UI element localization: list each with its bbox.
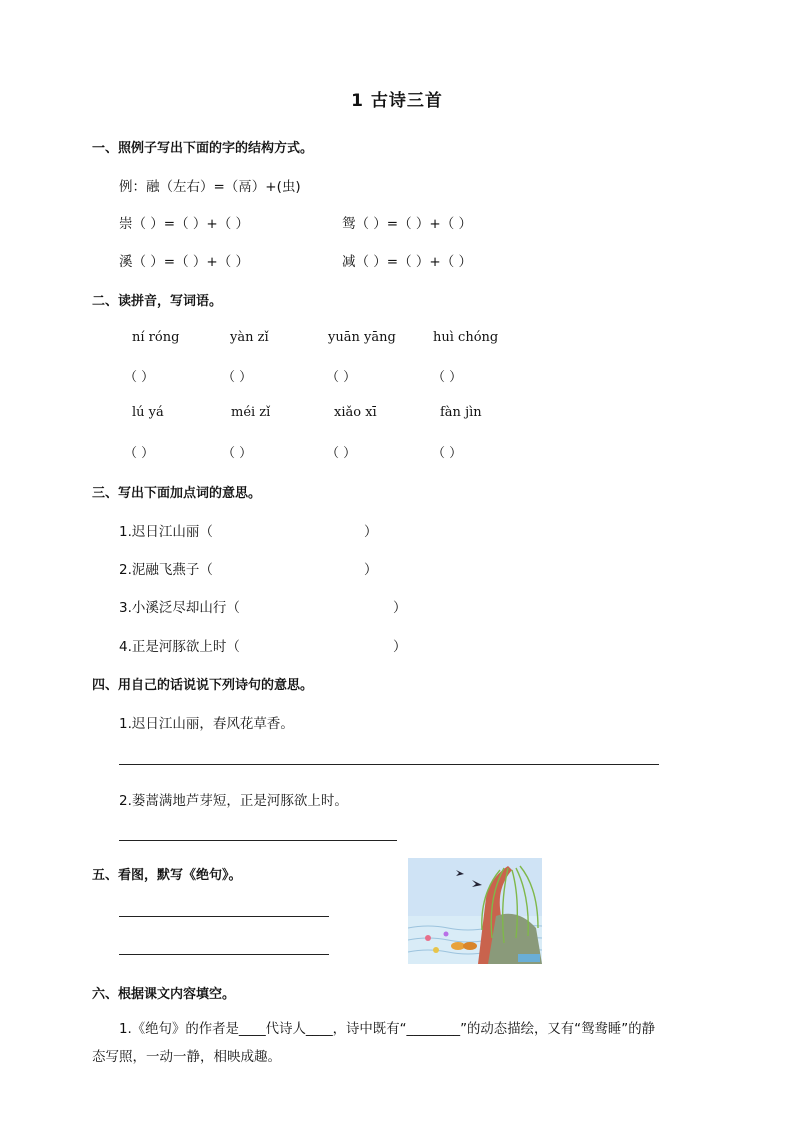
structure-item-xi: 溪（ ）=（ ）+（ ） (119, 254, 249, 270)
section-3-heading: 三、写出下面加点词的意思。 (92, 486, 262, 501)
fill-blank-line-cont: 态写照，一动一静，相映成趣。 (92, 1049, 281, 1065)
close-paren: ） (393, 600, 407, 616)
close-paren: ） (393, 639, 407, 655)
answer-line[interactable] (119, 764, 659, 765)
answer-line[interactable] (119, 916, 329, 917)
section-2-heading: 二、读拼音，写词语。 (92, 294, 223, 309)
close-paren: ） (364, 524, 378, 540)
answer-blank[interactable]: （ ） (222, 446, 253, 461)
structure-item-chong: 崇（ ）=（ ）+（ ） (119, 216, 249, 232)
poem-illustration (408, 858, 542, 964)
pinyin-item: fàn jìn (440, 405, 482, 420)
pinyin-item: méi zǐ (231, 405, 271, 420)
meaning-item: 4.正是河豚欲上时（ (119, 639, 240, 655)
example-line: 例：融（左右）=（鬲）+(虫) (119, 179, 301, 195)
structure-item-yuan: 鸳（ ）=（ ）+（ ） (342, 216, 472, 232)
meaning-item: 3.小溪泛尽却山行（ (119, 600, 240, 616)
section-6-heading: 六、根据课文内容填空。 (92, 987, 236, 1002)
fill-blank-line: 1.《绝句》的作者是____代诗人____，诗中既有“________”的动态描绘，又有“鸳鸯睡”的静 (119, 1022, 655, 1037)
answer-blank[interactable]: （ ） (432, 370, 463, 385)
close-paren: ） (364, 562, 378, 578)
section-1-heading: 一、照例子写出下面的字的结构方式。 (92, 141, 314, 156)
pinyin-item: huì chóng (433, 330, 499, 345)
answer-blank[interactable]: （ ） (124, 370, 155, 385)
pinyin-item: yàn zǐ (230, 330, 269, 345)
answer-line[interactable] (119, 840, 397, 841)
answer-blank[interactable]: （ ） (124, 446, 155, 461)
structure-item-jian: 减（ ）=（ ）+（ ） (342, 254, 472, 270)
poem-line-item: 1.迟日江山丽，春风花草香。 (119, 716, 294, 732)
answer-blank[interactable]: （ ） (222, 370, 253, 385)
pinyin-item: xiǎo xī (334, 405, 377, 420)
answer-blank[interactable]: （ ） (326, 446, 357, 461)
pinyin-item: ní róng (132, 330, 180, 345)
page-title: 1 古诗三首 (351, 91, 443, 111)
pinyin-item: yuān yāng (328, 330, 396, 345)
section-5-heading: 五、看图，默写《绝句》。 (92, 868, 242, 883)
meaning-item: 1.迟日江山丽（ (119, 524, 213, 540)
answer-line[interactable] (119, 954, 329, 955)
meaning-item: 2.泥融飞燕子（ (119, 562, 213, 578)
answer-blank[interactable]: （ ） (326, 370, 357, 385)
section-4-heading: 四、用自己的话说说下列诗句的意思。 (92, 678, 314, 693)
poem-line-item: 2.蒌蒿满地芦芽短，正是河豚欲上时。 (119, 793, 348, 809)
answer-blank[interactable]: （ ） (432, 446, 463, 461)
pinyin-item: lú yá (132, 405, 164, 420)
